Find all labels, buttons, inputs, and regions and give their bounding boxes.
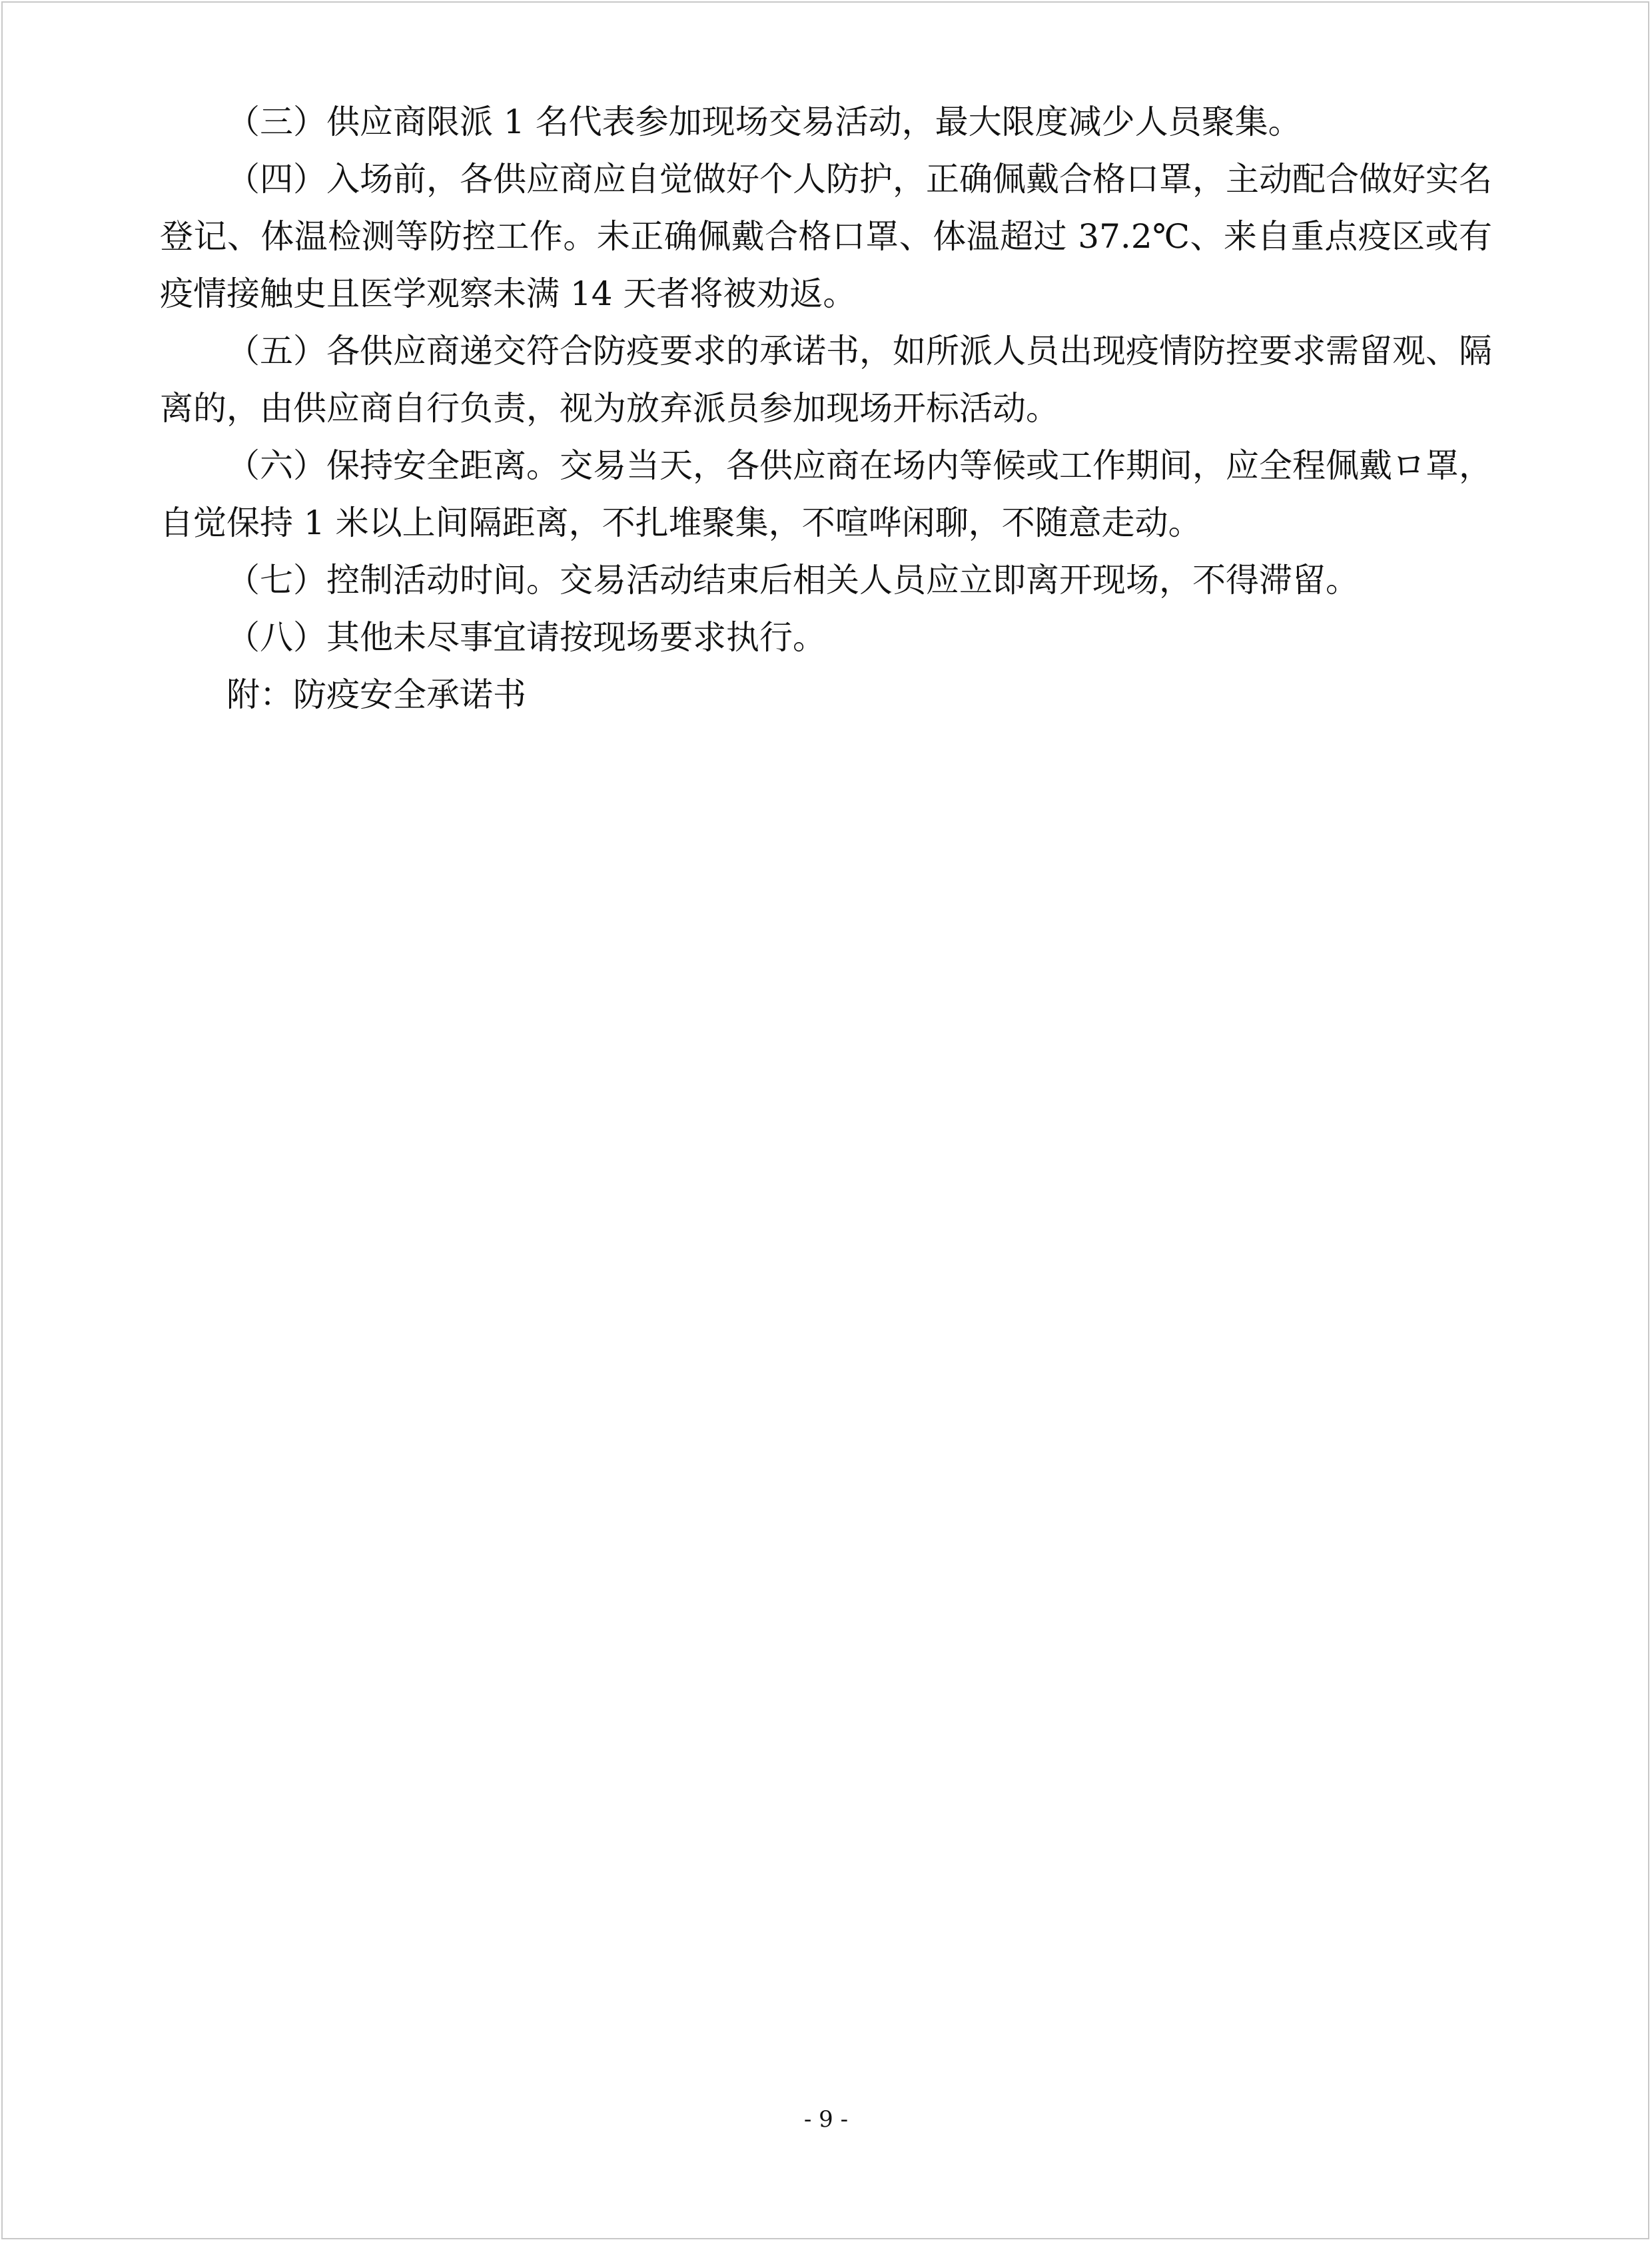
page-number: - 9 - <box>803 2106 849 2133</box>
paragraph-item-5: （五）各供应商递交符合防疫要求的承诺书，如所派人员出现疫情防控要求需留观、隔离的，由供应商自行负责，视为放弃派员参加现场开标活动。 <box>160 332 1492 428</box>
paragraph-item-3: （三）供应商限派 1 名代表参加现场交易活动，最大限度减少人员聚集。 <box>226 103 1302 141</box>
attachment-note: 附：防疫安全承诺书 <box>226 675 526 714</box>
paragraph-item-7: （七）控制活动时间。交易活动结束后相关人员应立即离开现场，不得滞留。 <box>226 561 1359 599</box>
paragraph-item-4: （四）入场前，各供应商应自觉做好个人防护，正确佩戴合格口罩，主动配合做好实名登记、体温检测等防控工作。未正确佩戴合格口罩、体温超过 37.2℃、来自重点疫区或有疫情接触史且医学观察未满 14 天者将被劝返。 <box>160 160 1492 313</box>
paragraph-item-6: （六）保持安全距离。交易当天，各供应商在场内等候或工作期间，应全程佩戴ロ罩，自觉保持 1 米以上间隔距离，不扎堆聚集，不喧哗闲聊，不随意走动。 <box>160 446 1492 542</box>
paragraph-item-8: （八）其他未尽事宜请按现场要求执行。 <box>226 618 826 657</box>
document-body <box>160 93 1492 723</box>
